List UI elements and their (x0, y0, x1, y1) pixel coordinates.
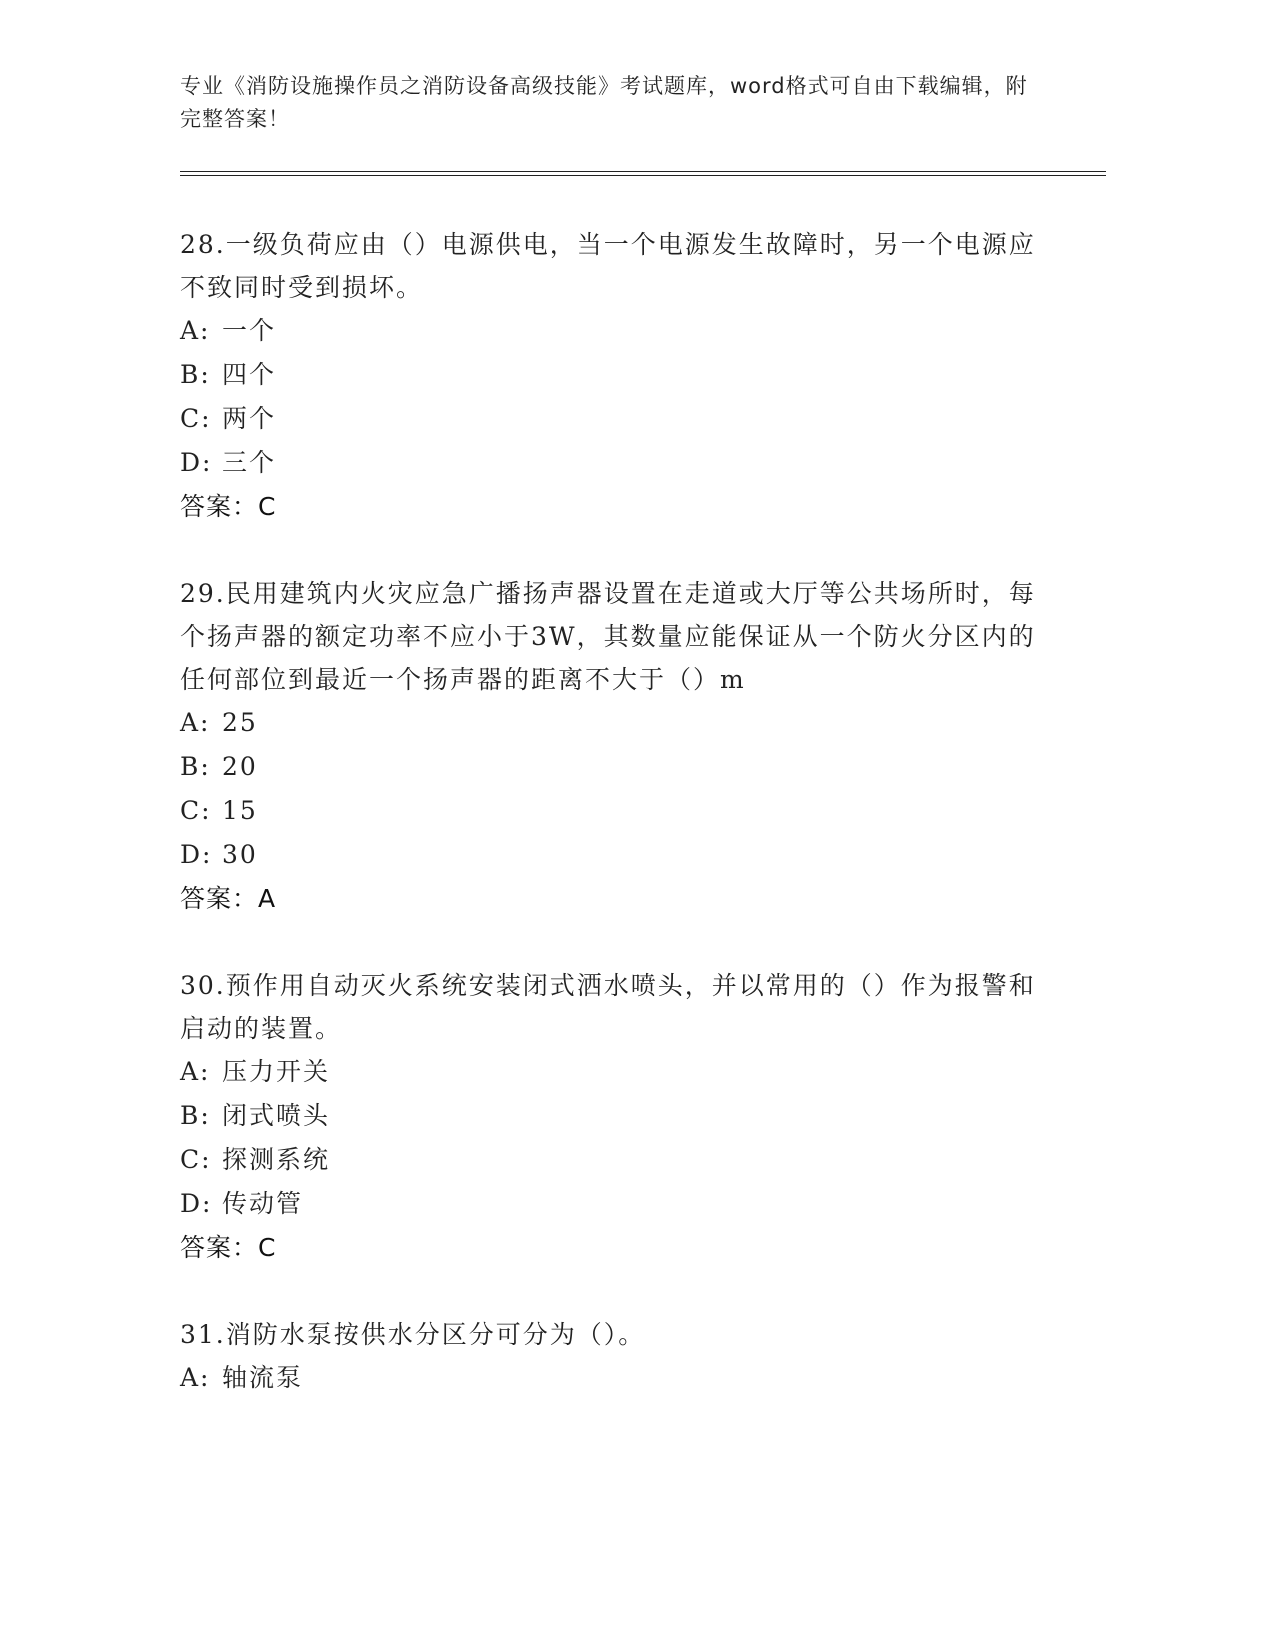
option-letter: D: (180, 840, 213, 869)
question-29 (180, 572, 1040, 921)
option-text: 一个 (222, 316, 277, 345)
option-b (180, 1094, 1040, 1138)
option-c (180, 1138, 1040, 1182)
option-letter: A: (180, 1057, 211, 1086)
answer-line: 答案：A (180, 884, 277, 913)
option-d (180, 441, 1040, 485)
option-text: 15 (222, 796, 258, 825)
question-stem: 30.预作用自动灭火系统安装闭式洒水喷头，并以常用的（）作为报警和启动的装置。 (180, 971, 1036, 1043)
option-d (180, 1182, 1040, 1226)
option-text: 探测系统 (222, 1145, 331, 1174)
option-text: 轴流泵 (222, 1363, 304, 1392)
question-stem: 29.民用建筑内火灾应急广播扬声器设置在走道或大厅等公共场所时，每个扬声器的额定功率不应小于3W，其数量应能保证从一个防火分区内的任何部位到最近一个扬声器的距离不大于（）m (180, 579, 1036, 694)
option-text: 传动管 (222, 1189, 304, 1218)
option-text: 两个 (222, 404, 277, 433)
option-letter: C: (180, 1145, 212, 1174)
option-letter: A: (180, 316, 211, 345)
question-28 (180, 223, 1040, 529)
answer-line: 答案：C (180, 492, 277, 521)
option-text: 30 (222, 840, 258, 869)
option-d (180, 833, 1040, 877)
option-a (180, 1050, 1040, 1094)
option-letter: C: (180, 404, 212, 433)
option-letter: C: (180, 796, 212, 825)
option-letter: D: (180, 1189, 213, 1218)
header-divider-top (180, 171, 1106, 172)
question-stem: 28.一级负荷应由（）电源供电，当一个电源发生故障时，另一个电源应不致同时受到损坏。 (180, 230, 1036, 302)
option-letter: B: (180, 752, 211, 781)
option-letter: D: (180, 448, 213, 477)
option-b (180, 745, 1040, 789)
option-text: 四个 (222, 360, 277, 389)
option-c (180, 789, 1040, 833)
option-c (180, 397, 1040, 441)
option-text: 闭式喷头 (222, 1101, 331, 1130)
option-text: 20 (222, 752, 258, 781)
header-divider-bottom (180, 175, 1106, 176)
option-letter: B: (180, 1101, 211, 1130)
answer-line: 答案：C (180, 1233, 277, 1262)
header-intro-text: 专业《消防设施操作员之消防设备高级技能》考试题库，word格式可自由下载编辑，附完整答案！ (180, 74, 1028, 131)
option-text: 三个 (222, 448, 277, 477)
option-a (180, 701, 1040, 745)
question-31 (180, 1313, 1040, 1400)
option-a (180, 1356, 1040, 1400)
option-letter: B: (180, 360, 211, 389)
option-a (180, 309, 1040, 353)
option-text: 压力开关 (222, 1057, 331, 1086)
question-stem: 31.消防水泵按供水分区分可分为（）。 (180, 1320, 646, 1349)
option-b (180, 353, 1040, 397)
option-letter: A: (180, 1363, 211, 1392)
question-30 (180, 964, 1040, 1270)
option-letter: A: (180, 708, 211, 737)
option-text: 25 (222, 708, 258, 737)
